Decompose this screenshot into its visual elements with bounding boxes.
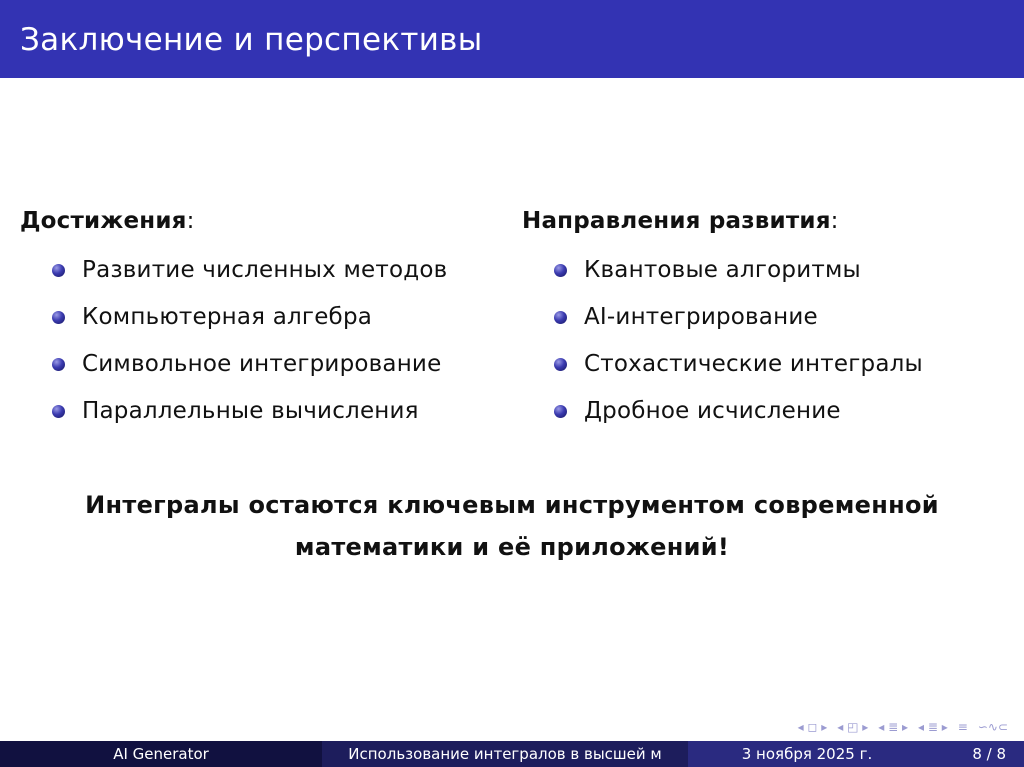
navigation-controls bbox=[798, 717, 1008, 737]
list-item bbox=[522, 252, 923, 299]
directions-column bbox=[522, 203, 923, 440]
conclusion-line-1: Интегралы остаются ключевым инструментом современной bbox=[85, 491, 939, 519]
list-item-text: Символьное интегрирование bbox=[82, 351, 442, 377]
footer-author: AI Generator bbox=[0, 741, 322, 767]
list-item bbox=[522, 346, 923, 393]
slide-header bbox=[0, 0, 1024, 78]
achievements-column bbox=[20, 203, 447, 440]
directions-heading-text: Направления развития bbox=[522, 208, 831, 234]
slide-title: Заключение и перспективы bbox=[20, 22, 483, 58]
conclusion-text bbox=[0, 484, 1024, 568]
list-item-text: Дробное исчисление bbox=[584, 398, 841, 424]
footer-title: Использование интегралов в высшей м bbox=[322, 741, 688, 767]
list-item bbox=[522, 393, 923, 440]
footer-date: 3 ноября 2025 г. bbox=[688, 741, 926, 767]
nav-document-icon[interactable]: ◂ ≣ ▸ bbox=[918, 720, 948, 734]
list-item bbox=[20, 393, 447, 440]
achievements-heading-text: Достижения bbox=[20, 208, 187, 234]
bullet-icon bbox=[554, 358, 567, 371]
list-item-text: Стохастические интегралы bbox=[584, 351, 923, 377]
bullet-icon bbox=[52, 358, 65, 371]
list-item-text: Параллельные вычисления bbox=[82, 398, 419, 424]
conclusion-line-2: математики и её приложений! bbox=[294, 533, 730, 561]
bullet-icon bbox=[554, 264, 567, 277]
nav-subsection-icon[interactable]: ◂ ◰ ▸ bbox=[837, 720, 869, 734]
list-item-text: Развитие численных методов bbox=[82, 257, 448, 283]
list-item bbox=[20, 346, 447, 393]
directions-list bbox=[522, 252, 923, 440]
nav-menu-icon[interactable]: ≡ bbox=[957, 720, 968, 734]
achievements-list bbox=[20, 252, 447, 440]
footer-page-number: 8 / 8 bbox=[926, 741, 1024, 767]
list-item-text: Квантовые алгоритмы bbox=[584, 257, 861, 283]
bullet-icon bbox=[554, 405, 567, 418]
bullet-icon bbox=[554, 311, 567, 324]
bullet-icon bbox=[52, 311, 65, 324]
nav-search-icon[interactable]: ∽∿⊂ bbox=[977, 720, 1008, 734]
bullet-icon bbox=[52, 405, 65, 418]
list-item bbox=[522, 299, 923, 346]
list-item bbox=[20, 299, 447, 346]
list-item-text: Компьютерная алгебра bbox=[82, 304, 373, 330]
slide-footer bbox=[0, 741, 1024, 767]
list-item-text: AI-интегрирование bbox=[584, 304, 818, 330]
nav-frame-icon[interactable]: ◂ ◻ ▸ bbox=[797, 720, 828, 734]
list-item bbox=[20, 252, 447, 299]
achievements-heading bbox=[20, 203, 447, 239]
heading-colon: : bbox=[186, 208, 195, 234]
heading-colon: : bbox=[830, 208, 839, 234]
directions-heading bbox=[522, 203, 923, 239]
nav-section-icon[interactable]: ◂ ≣ ▸ bbox=[878, 720, 909, 734]
bullet-icon bbox=[52, 264, 65, 277]
